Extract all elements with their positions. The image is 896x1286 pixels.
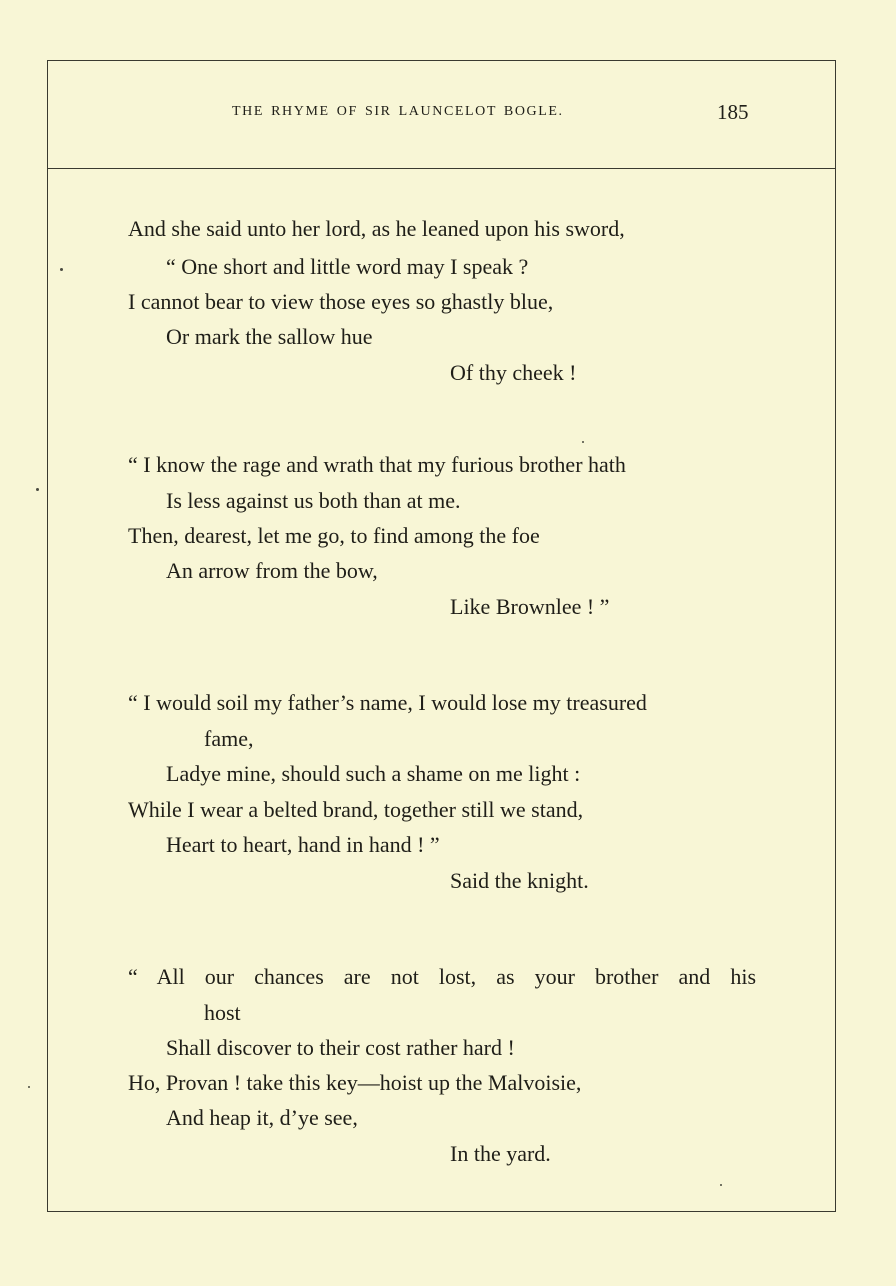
verse-line: Ho, Provan ! take this key—hoist up the Malvoisie, bbox=[128, 1070, 582, 1095]
verse-line: I cannot bear to view those eyes so ghastly blue, bbox=[128, 289, 554, 314]
verse-line: “ One short and little word may I speak ? bbox=[166, 254, 529, 279]
paper-speck bbox=[720, 1184, 722, 1186]
verse-line: An arrow from the bow, bbox=[166, 558, 378, 583]
verse-line: Of thy cheek ! bbox=[450, 360, 577, 385]
verse-line: And heap it, d’ye see, bbox=[166, 1105, 358, 1130]
verse-line: And she said unto her lord, as he leaned upon his sword, bbox=[128, 216, 625, 241]
verse-line: Heart to heart, hand in hand ! ” bbox=[166, 832, 440, 857]
page-number: 185 bbox=[717, 100, 749, 124]
verse-line: Then, dearest, let me go, to find among the foe bbox=[128, 523, 540, 548]
verse-line: host bbox=[204, 1000, 241, 1025]
verse-line: While I wear a belted brand, together still we stand, bbox=[128, 797, 584, 822]
paper-speck bbox=[582, 441, 584, 443]
verse-line: Is less against us both than at me. bbox=[166, 488, 461, 513]
verse-line: fame, bbox=[204, 726, 254, 751]
header-rule bbox=[47, 168, 836, 169]
verse-line: “ I know the rage and wrath that my furious brother hath bbox=[128, 452, 626, 477]
verse-line: Like Brownlee ! ” bbox=[450, 594, 610, 619]
verse-line: Or mark the sallow hue bbox=[166, 324, 373, 349]
verse-line: Ladye mine, should such a shame on me light : bbox=[166, 761, 581, 786]
paper-speck bbox=[60, 268, 63, 271]
verse-line: Shall discover to their cost rather hard ! bbox=[166, 1035, 515, 1060]
verse-line: In the yard. bbox=[450, 1141, 551, 1166]
verse-line: Said the knight. bbox=[450, 868, 589, 893]
running-title: THE RHYME OF SIR LAUNCELOT BOGLE. bbox=[232, 104, 564, 119]
verse-line: “ I would soil my father’s name, I would lose my treasured bbox=[128, 690, 647, 715]
paper-speck bbox=[36, 488, 39, 491]
verse-line: “ All our chances are not lost, as your brother and his bbox=[128, 964, 756, 989]
paper-speck bbox=[28, 1086, 30, 1088]
